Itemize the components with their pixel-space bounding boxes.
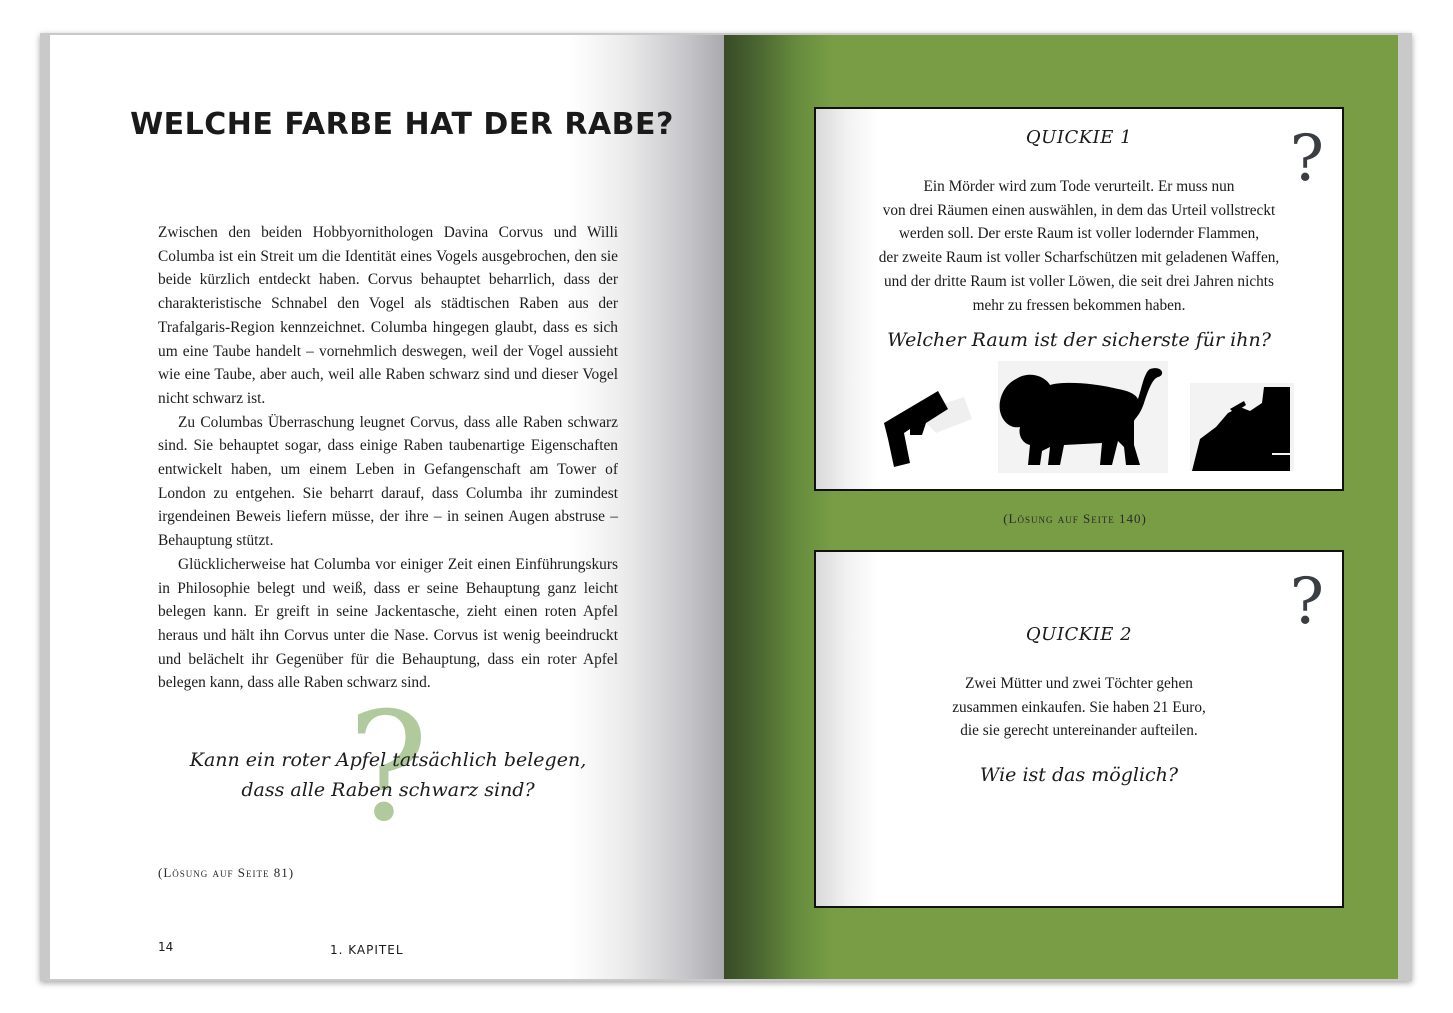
quickie-2-card bbox=[814, 550, 1344, 908]
riddle-question-line: Kann ein roter Apfel tatsächlich belegen, bbox=[189, 749, 587, 771]
body-text bbox=[158, 221, 618, 695]
paragraph: Zu Columbas Überraschung leugnet Corvus, dass alle Raben schwarz sind. Sie behauptet sogar, dass einige Raben taubenartige Eigenschaften entwickelt haben, um einem Leben in Gefangenschaft am Tower of London zu entgehen. Sie beharrt darauf, dass Columba ihr zumindest irgendeinen Beweis liefern müsse, der ihre – in seinen Augen abstruse – Behauptung stützt. bbox=[158, 413, 618, 550]
question-mark-icon: ? bbox=[1289, 122, 1324, 196]
riddle-question bbox=[158, 745, 618, 805]
page-title: WELCHE FARBE HAT DER RABE? bbox=[130, 107, 674, 142]
chapter-label: 1. KAPITEL bbox=[330, 943, 404, 957]
pistol-icon bbox=[876, 383, 976, 471]
right-page bbox=[724, 35, 1398, 979]
lion-icon bbox=[998, 361, 1168, 473]
text-line: Ein Mörder wird zum Tode verurteilt. Er muss nun bbox=[923, 178, 1235, 195]
paragraph: Glücklicherweise hat Columba vor einiger Zeit einen Einführungskurs in Philosophie belegt und weiß, dass er seine Behauptung ganz leicht belegen kann. Er greift in seine Jackentasche, zieht einen roten Apfel heraus und hält ihn Corvus unter die Nase. Corvus ist wenig beeindruckt und belächelt ihr Gegenüber für die Behauptung, dass ein roter Apfel belegen kann, dass alle Raben schwarz sind. bbox=[158, 555, 618, 692]
text-line: und der dritte Raum ist voller Löwen, die seit drei Jahren nichts bbox=[884, 272, 1274, 290]
text-line: zusammen einkaufen. Sie haben 21 Euro, bbox=[952, 698, 1206, 716]
open-book bbox=[40, 33, 1412, 981]
solution-reference: (Lösung auf Seite 140) bbox=[1003, 511, 1147, 526]
text-line: von drei Räumen einen auswählen, in dem das Urteil vollstreckt bbox=[882, 201, 1276, 219]
question-mark-icon: ? bbox=[347, 681, 429, 855]
quickie-1-card bbox=[814, 107, 1344, 491]
quickie-2-title: QUICKIE 2 bbox=[1025, 624, 1133, 645]
room-icon bbox=[1190, 383, 1294, 471]
quickie-1-text bbox=[816, 175, 1342, 317]
quickie-2-text bbox=[816, 672, 1342, 743]
left-page bbox=[50, 35, 724, 979]
quickie-1-title: QUICKIE 1 bbox=[1025, 127, 1133, 148]
text-line: werden soll. Der erste Raum ist voller lodernder Flammen, bbox=[898, 225, 1260, 243]
question-mark-icon: ? bbox=[1289, 565, 1324, 639]
paragraph: Zwischen den beiden Hobbyornithologen Davina Corvus und Willi Columba ist ein Streit um die Identität eines Vogels ausgebrochen, den sie beide kürzlich entdeckt haben. Corvus behauptet beharrlich, dass der charakteristische Schnabel den Vogel als städtischen Raben aus der Trafalgaris-Region kennzeichnet. Columba hingegen glaubt, dass es sich um eine Taube handelt – vornehmlich deswegen, weil der Vogel aussieht wie eine Taube, aber auch, weil alle Raben schwarz sind und dieser Vogel nicht schwarz ist. bbox=[158, 224, 618, 407]
text-line: mehr zu fressen bekommen haben. bbox=[972, 296, 1186, 314]
quickie-1-question: Welcher Raum ist der sicherste für ihn? bbox=[887, 329, 1271, 351]
illustration-row bbox=[876, 361, 1296, 473]
quickie-2-question: Wie ist das möglich? bbox=[979, 764, 1179, 786]
text-line: der zweite Raum ist voller Scharfschützen mit geladenen Waffen, bbox=[878, 249, 1280, 267]
text-line: Zwei Mütter und zwei Töchter gehen bbox=[965, 675, 1193, 692]
text-line: die sie gerecht untereinander aufteilen. bbox=[960, 722, 1198, 740]
page-number: 14 bbox=[158, 940, 174, 954]
riddle-question-line: dass alle Raben schwarz sind? bbox=[241, 779, 535, 801]
solution-reference: (Lösung auf Seite 81) bbox=[158, 865, 295, 880]
